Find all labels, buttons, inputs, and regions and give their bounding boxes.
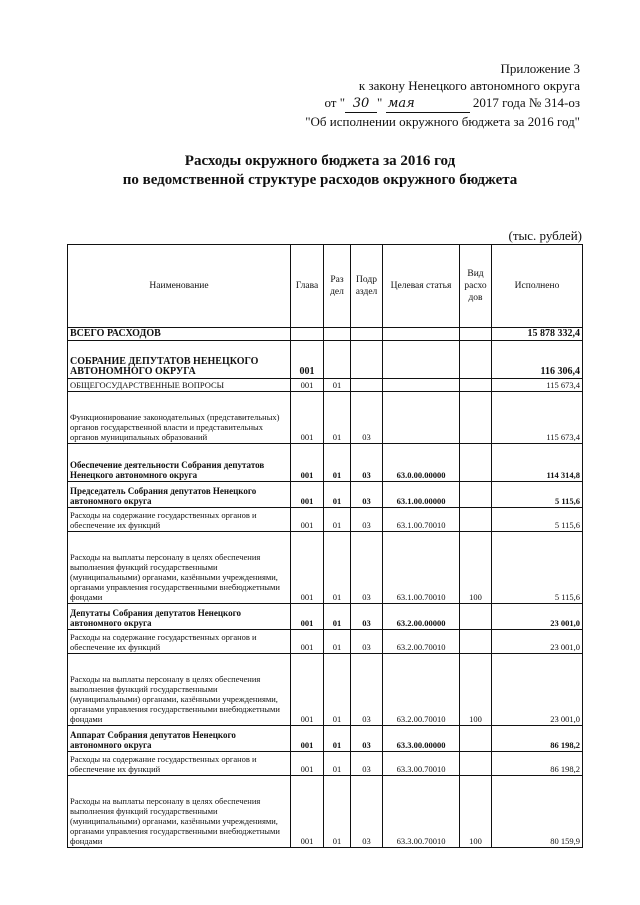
cell-name: Расходы на содержание государственных органов и обеспечение их функций [68, 508, 291, 532]
cell-vid: 100 [460, 776, 492, 848]
cell-sum: 80 159,9 [492, 776, 583, 848]
annex-year-number: 2017 года № 314-оз [472, 95, 580, 110]
cell-vid: 100 [460, 532, 492, 604]
cell-glava: 001 [291, 341, 324, 379]
cell-sum: 5 115,6 [492, 532, 583, 604]
cell-podrazdel: 03 [351, 776, 383, 848]
cell-podrazdel [351, 341, 383, 379]
cell-vid [460, 341, 492, 379]
cell-vid [460, 482, 492, 508]
cell-glava: 001 [291, 776, 324, 848]
cell-glava: 001 [291, 508, 324, 532]
cell-vid [460, 752, 492, 776]
table-row [68, 776, 583, 848]
cell-sum: 86 198,2 [492, 752, 583, 776]
cell-sum: 23 001,0 [492, 604, 583, 630]
col-header-vid: Вид расхо дов [460, 245, 492, 328]
table-row [68, 392, 583, 444]
cell-vid [460, 392, 492, 444]
col-header-podrazdel: Подр аздел [351, 245, 383, 328]
cell-name: СОБРАНИЕ ДЕПУТАТОВ НЕНЕЦКОГО АВТОНОМНОГО ОКРУГА [68, 341, 291, 379]
cell-razdel: 01 [324, 726, 351, 752]
table-row [68, 726, 583, 752]
cell-statya [383, 392, 460, 444]
cell-statya [383, 379, 460, 392]
table-row [68, 654, 583, 726]
annex-law-ref: к закону Ненецкого автономного округа [358, 78, 580, 93]
cell-name: Обеспечение деятельности Собрания депутатов Ненецкого автономного округа [68, 444, 291, 482]
document-title-line-2: по ведомственной структуре расходов окружного бюджета [122, 172, 518, 188]
cell-vid [460, 508, 492, 532]
annex-day-handwritten: 30 [345, 95, 377, 113]
expenditure-table [67, 244, 583, 848]
cell-glava [291, 328, 324, 341]
table-row [68, 444, 583, 482]
cell-statya: 63.1.00.70010 [383, 508, 460, 532]
cell-name: Председатель Собрания депутатов Ненецкого автономного округа [68, 482, 291, 508]
cell-razdel: 01 [324, 508, 351, 532]
col-header-razdel: Раз дел [324, 245, 351, 328]
annex-date-line [305, 94, 580, 113]
table-row [68, 604, 583, 630]
cell-podrazdel [351, 379, 383, 392]
cell-podrazdel [351, 328, 383, 341]
table-row [68, 379, 583, 392]
col-header-statya: Целевая статья [383, 245, 460, 328]
annex-law-title: "Об исполнении окружного бюджета за 2016 год" [305, 114, 580, 129]
cell-podrazdel: 03 [351, 532, 383, 604]
cell-glava: 001 [291, 630, 324, 654]
annex-header [305, 60, 580, 130]
cell-razdel: 01 [324, 752, 351, 776]
cell-vid [460, 328, 492, 341]
cell-sum: 5 115,6 [492, 482, 583, 508]
cell-sum: 115 673,4 [492, 392, 583, 444]
cell-glava: 001 [291, 654, 324, 726]
cell-sum: 5 115,6 [492, 508, 583, 532]
cell-razdel: 01 [324, 532, 351, 604]
table-row [68, 341, 583, 379]
annex-quote: " [377, 95, 383, 110]
table-header-row [68, 245, 583, 328]
cell-name: Расходы на содержание государственных органов и обеспечение их функций [68, 752, 291, 776]
cell-razdel: 01 [324, 379, 351, 392]
cell-podrazdel: 03 [351, 392, 383, 444]
table-row [68, 532, 583, 604]
cell-podrazdel: 03 [351, 482, 383, 508]
col-header-glava: Глава [291, 245, 324, 328]
cell-podrazdel: 03 [351, 726, 383, 752]
cell-razdel [324, 341, 351, 379]
table-row [68, 752, 583, 776]
cell-razdel: 01 [324, 482, 351, 508]
cell-vid [460, 444, 492, 482]
annex-ot: от " [324, 95, 346, 110]
cell-glava: 001 [291, 604, 324, 630]
cell-statya: 63.2.00.00000 [383, 604, 460, 630]
cell-name: Расходы на содержание государственных органов и обеспечение их функций [68, 630, 291, 654]
cell-vid: 100 [460, 654, 492, 726]
cell-razdel: 01 [324, 444, 351, 482]
cell-statya [383, 328, 460, 341]
cell-name: Функционирование законодательных (представительных) органов государственной власти и представительных органов муниципальных образований [68, 392, 291, 444]
cell-statya: 63.3.00.70010 [383, 752, 460, 776]
annex-month-handwritten: мая [386, 95, 470, 113]
cell-podrazdel: 03 [351, 604, 383, 630]
cell-razdel: 01 [324, 630, 351, 654]
cell-sum: 116 306,4 [492, 341, 583, 379]
cell-sum: 114 314,8 [492, 444, 583, 482]
cell-glava: 001 [291, 379, 324, 392]
cell-name: Депутаты Собрания депутатов Ненецкого автономного округа [68, 604, 291, 630]
units-label: (тыс. рублей) [508, 228, 582, 243]
cell-podrazdel: 03 [351, 444, 383, 482]
annex-number: Приложение 3 [500, 61, 580, 76]
cell-razdel: 01 [324, 604, 351, 630]
col-header-ispolneno: Исполнено [492, 245, 583, 328]
table-row [68, 328, 583, 341]
cell-sum: 86 198,2 [492, 726, 583, 752]
cell-glava: 001 [291, 482, 324, 508]
cell-podrazdel: 03 [351, 508, 383, 532]
cell-razdel [324, 328, 351, 341]
table-row [68, 630, 583, 654]
cell-glava: 001 [291, 444, 324, 482]
cell-name: ВСЕГО РАСХОДОВ [68, 328, 291, 341]
cell-vid [460, 630, 492, 654]
cell-statya: 63.3.00.00000 [383, 726, 460, 752]
cell-statya: 63.0.00.00000 [383, 444, 460, 482]
table-row [68, 482, 583, 508]
cell-glava: 001 [291, 392, 324, 444]
cell-statya: 63.3.00.70010 [383, 776, 460, 848]
cell-vid [460, 726, 492, 752]
cell-statya: 63.2.00.70010 [383, 654, 460, 726]
cell-sum: 115 673,4 [492, 379, 583, 392]
cell-razdel: 01 [324, 776, 351, 848]
cell-statya: 63.2.00.70010 [383, 630, 460, 654]
cell-glava: 001 [291, 752, 324, 776]
cell-statya [383, 341, 460, 379]
cell-name: Расходы на выплаты персоналу в целях обеспечения выполнения функций государственными (муниципальными) органами, казёнными учреждениями, органами управления государственными внебюджетными фондами [68, 776, 291, 848]
table-row [68, 508, 583, 532]
cell-name: ОБЩЕГОСУДАРСТВЕННЫЕ ВОПРОСЫ [68, 379, 291, 392]
col-header-name: Наименование [68, 245, 291, 328]
cell-statya: 63.1.00.70010 [383, 532, 460, 604]
cell-sum: 23 001,0 [492, 654, 583, 726]
document-title-line-1: Расходы окружного бюджета за 2016 год [184, 153, 456, 169]
cell-glava: 001 [291, 532, 324, 604]
cell-razdel: 01 [324, 654, 351, 726]
cell-podrazdel: 03 [351, 630, 383, 654]
cell-podrazdel: 03 [351, 654, 383, 726]
cell-vid [460, 379, 492, 392]
cell-vid [460, 604, 492, 630]
cell-glava: 001 [291, 726, 324, 752]
cell-name: Расходы на выплаты персоналу в целях обеспечения выполнения функций государственными (муниципальными) органами, казёнными учреждениями, органами управления государственными внебюджетными фондами [68, 654, 291, 726]
cell-name: Аппарат Собрания депутатов Ненецкого автономного округа [68, 726, 291, 752]
cell-sum: 15 878 332,4 [492, 328, 583, 341]
cell-name: Расходы на выплаты персоналу в целях обеспечения выполнения функций государственными (муниципальными) органами, казёнными учреждениями, органами управления государственными внебюджетными фондами [68, 532, 291, 604]
document-title [60, 152, 580, 190]
cell-statya: 63.1.00.00000 [383, 482, 460, 508]
cell-podrazdel: 03 [351, 752, 383, 776]
cell-sum: 23 001,0 [492, 630, 583, 654]
cell-razdel: 01 [324, 392, 351, 444]
